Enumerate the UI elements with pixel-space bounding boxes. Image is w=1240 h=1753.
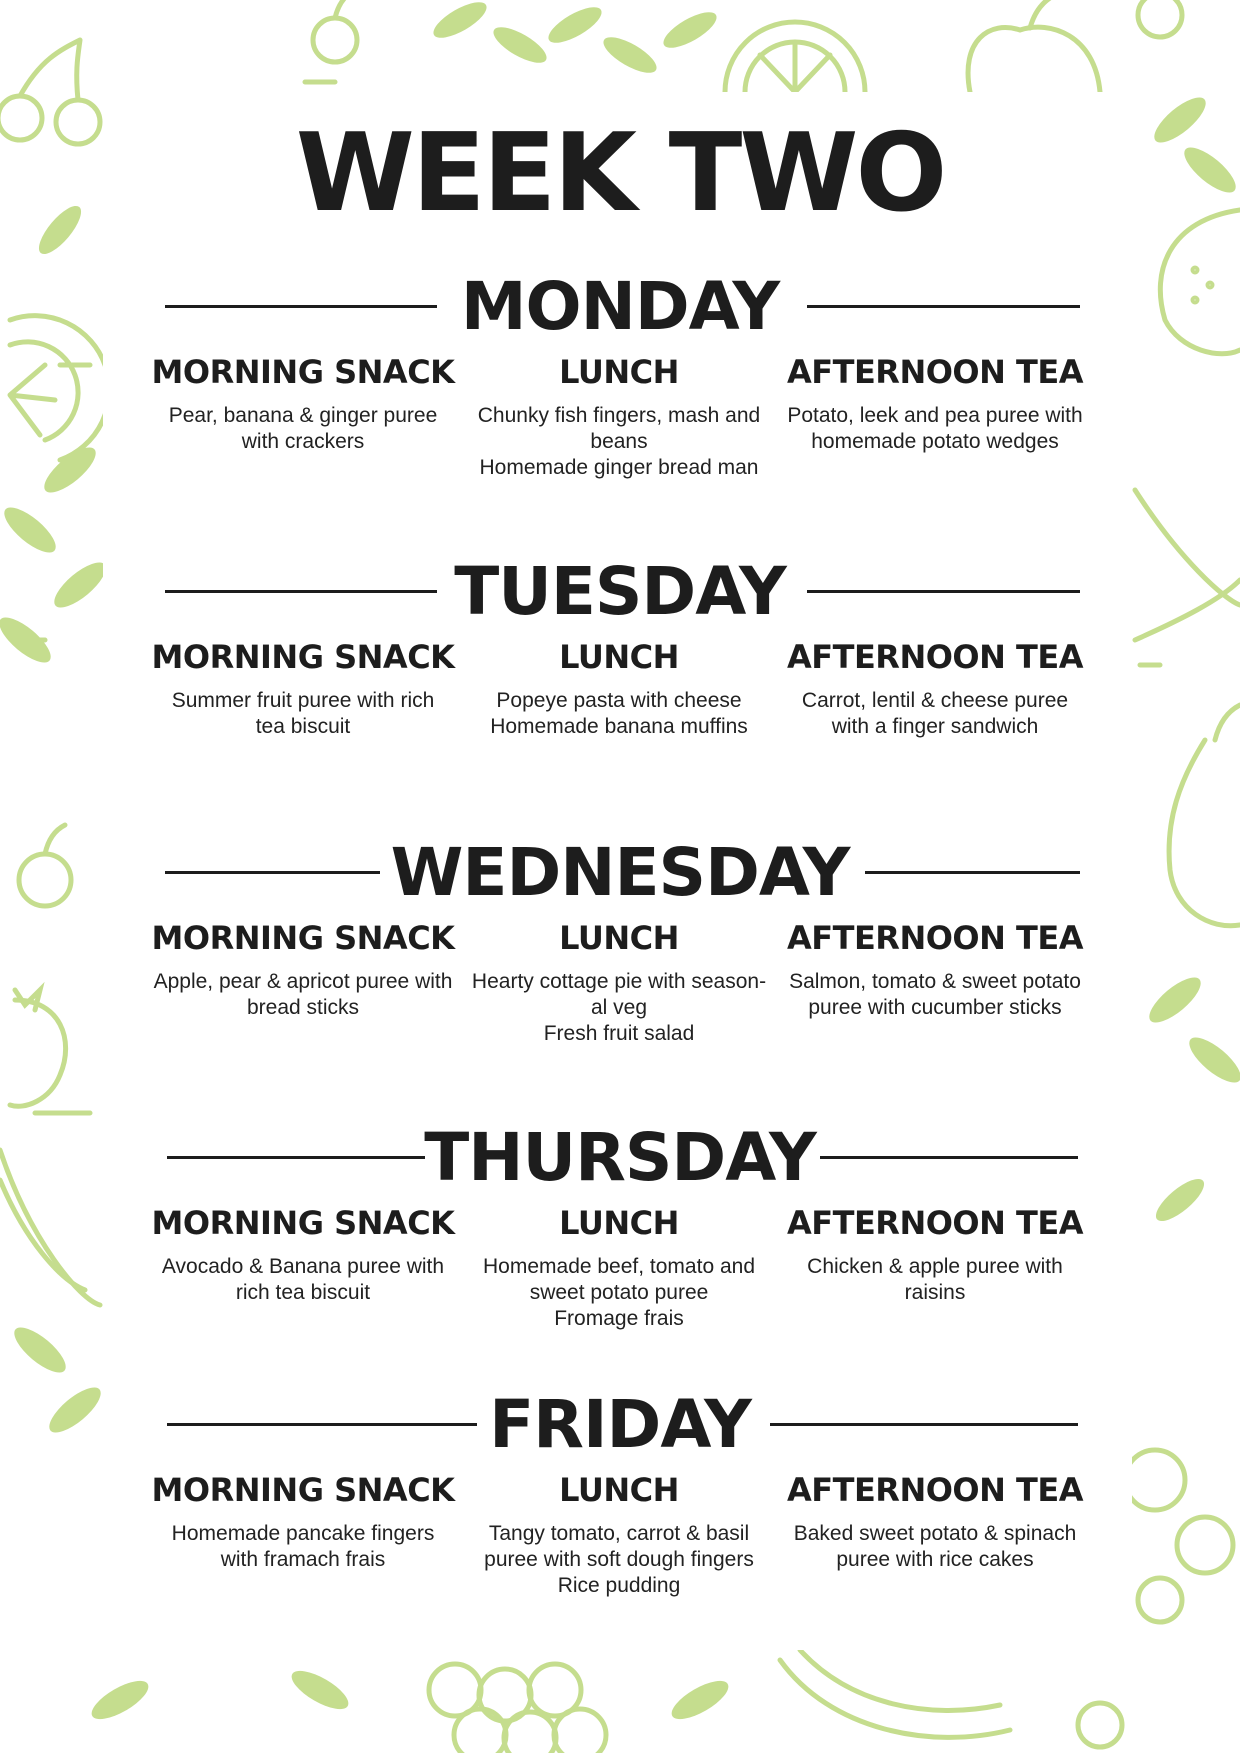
meal-label: AFTERNOON TEA: [786, 353, 1083, 391]
day-header: [160, 1385, 1080, 1465]
meal-label: AFTERNOON TEA: [786, 1471, 1083, 1509]
meal-description: Hearty cottage pie with season- al veg Fresh fruit salad: [471, 970, 767, 1045]
meal-morning-snack: [145, 347, 461, 481]
day-section-tuesday: [151, 552, 1083, 782]
watermelon-slice-icon: [1135, 490, 1240, 640]
meal-lunch: [461, 632, 777, 740]
leaf-vine-right-icon: [1143, 90, 1240, 1227]
day-section-thursday: [151, 1118, 1083, 1348]
meal-description: Tangy tomato, carrot & basil puree with soft dough fingers Rice pudding: [484, 1522, 754, 1597]
page-title: WEEK TWO: [295, 111, 945, 236]
orange-slice-icon: [725, 22, 865, 92]
circle-icon: [1138, 0, 1182, 37]
meal-description: Chunky fish fingers, mash and beans Homemade ginger bread man: [477, 404, 761, 479]
day-section-wednesday: [151, 833, 1083, 1063]
meal-label: AFTERNOON TEA: [786, 1204, 1083, 1242]
meal-description: Baked sweet potato & spinach puree with rice cakes: [793, 1522, 1077, 1571]
meal-description: Pear, banana & ginger puree with crackers: [168, 404, 438, 453]
meal-description: Salmon, tomato & sweet potato puree with cucumber sticks: [789, 970, 1081, 1019]
day-header: [160, 267, 1080, 347]
day-title: TUESDAY: [454, 553, 786, 630]
meal-label: LUNCH: [559, 1471, 679, 1509]
meal-morning-snack: [145, 1465, 461, 1599]
cherry-icon: [313, 0, 357, 62]
meal-description: Summer fruit puree with rich tea biscuit: [171, 689, 435, 738]
meal-label: LUNCH: [559, 919, 679, 957]
meal-afternoon-tea: [777, 1198, 1093, 1332]
meal-description: Popeye pasta with cheese Homemade banana muffins: [490, 689, 748, 738]
day-header: [160, 833, 1080, 913]
meal-label: LUNCH: [559, 353, 679, 391]
circle-icon: [1078, 1703, 1122, 1747]
meal-description: Avocado & Banana puree with rich tea biscuit: [161, 1255, 445, 1304]
strawberry-icon: [10, 990, 66, 1106]
meal-label: MORNING SNACK: [151, 919, 455, 957]
day-title: THURSDAY: [424, 1119, 816, 1196]
meal-label: LUNCH: [559, 638, 679, 676]
meal-label: MORNING SNACK: [151, 1471, 455, 1509]
meal-lunch: [461, 913, 777, 1047]
meal-description: Carrot, lentil & cheese puree with a finger sandwich: [801, 689, 1069, 738]
banana-icon: [780, 1650, 1010, 1737]
grape-rings-icon: [1125, 1450, 1233, 1622]
leaf-vine-top-icon: [429, 0, 722, 80]
meal-label: MORNING SNACK: [151, 638, 455, 676]
day-header: [160, 1118, 1080, 1198]
meal-afternoon-tea: [777, 1465, 1093, 1599]
meal-label: LUNCH: [559, 1204, 679, 1242]
day-section-friday: [151, 1385, 1083, 1615]
meal-afternoon-tea: [777, 347, 1093, 481]
meal-label: MORNING SNACK: [151, 353, 455, 391]
day-title: MONDAY: [460, 268, 780, 345]
day-title: WEDNESDAY: [390, 834, 850, 911]
meal-label: AFTERNOON TEA: [786, 919, 1083, 957]
day-title: FRIDAY: [489, 1386, 751, 1463]
watermelon-icon: [0, 1150, 100, 1305]
meal-description: Apple, pear & apricot puree with bread sticks: [153, 970, 453, 1019]
meal-lunch: [461, 1198, 777, 1332]
meal-label: MORNING SNACK: [151, 1204, 455, 1242]
meal-description: Potato, leek and pea puree with homemade potato wedges: [787, 404, 1083, 453]
meal-morning-snack: [145, 913, 461, 1047]
meal-afternoon-tea: [777, 632, 1093, 740]
meal-description: Homemade beef, tomato and sweet potato puree Fromage frais: [483, 1255, 755, 1330]
meal-description: Homemade pancake fingers with framach frais: [171, 1522, 435, 1571]
apple-icon: [968, 0, 1100, 92]
apple-outline-icon: [19, 825, 71, 906]
grapes-icon: [429, 1664, 606, 1753]
meal-label: AFTERNOON TEA: [786, 638, 1083, 676]
leaf-vine-bottom-icon: [86, 1664, 733, 1727]
meal-description: Chicken & apple puree with raisins: [807, 1255, 1063, 1304]
day-header: [160, 552, 1080, 632]
lemon-icon: [1160, 210, 1240, 354]
meal-morning-snack: [145, 632, 461, 740]
meal-morning-snack: [145, 1198, 461, 1332]
day-section-monday: [151, 267, 1083, 497]
meal-afternoon-tea: [777, 913, 1093, 1047]
meal-lunch: [461, 1465, 777, 1599]
meal-lunch: [461, 347, 777, 481]
pear-icon: [1169, 705, 1240, 926]
lemon-slice-icon: [10, 316, 109, 460]
